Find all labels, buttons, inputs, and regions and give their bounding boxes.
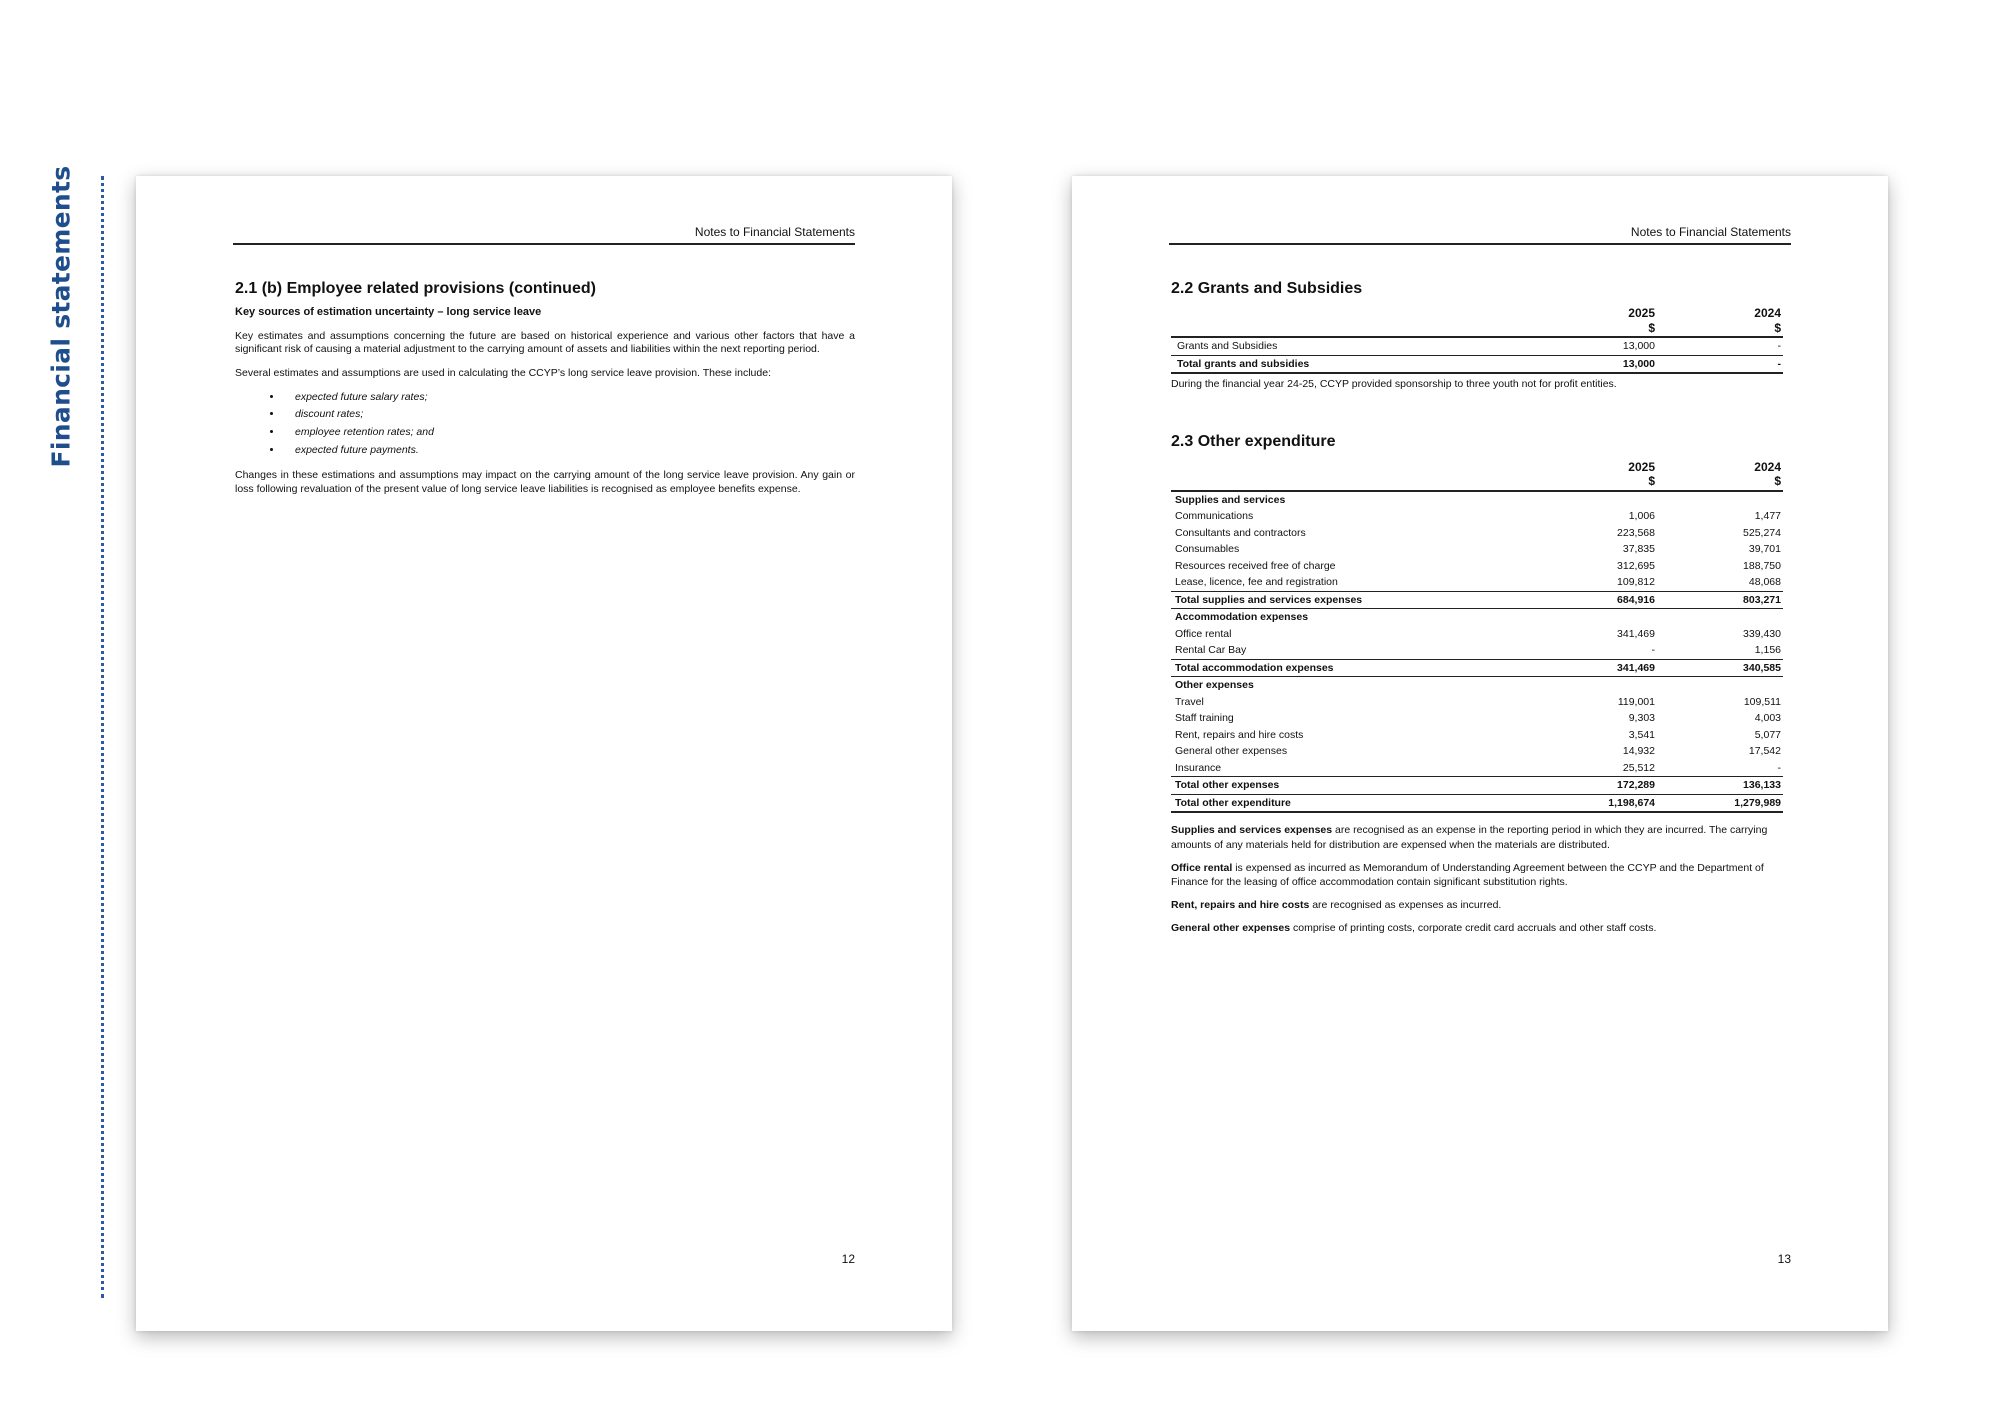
row-label: General other expenses [1175,745,1288,758]
policy-note [1171,823,1791,851]
group-heading-row [1171,491,1783,509]
total-label: Total other expenses [1171,777,1531,795]
row-label: Consultants and contractors [1175,526,1306,539]
page-number: 12 [841,1252,855,1266]
row-value-2024: 5,077 [1754,728,1781,741]
row-value-2024: 48,068 [1657,574,1783,591]
policy-term: Supplies and services expenses [1171,824,1333,837]
row-value-2024: 339,430 [1743,627,1781,640]
list-item: • discount rates; [283,408,855,422]
policy-term: Rent, repairs and hire costs [1171,899,1310,912]
total-2025: 341,469 [1531,659,1657,677]
page-12-content [233,225,855,506]
table-row [1171,508,1783,525]
total-2025: 172,289 [1531,777,1657,795]
section-title-other: 2.3 Other expenditure [1171,433,1336,451]
table-row [1171,626,1783,643]
table-row [1171,710,1783,727]
total-2024: 136,133 [1657,777,1783,795]
table-total-row [1171,355,1783,373]
table-total-row [1171,591,1783,609]
row-value-2025: 109,812 [1531,574,1657,591]
page-number: 13 [1777,1252,1791,1266]
total-2025: 684,916 [1531,591,1657,609]
row-value-2024: 17,542 [1748,745,1781,758]
policy-term: Office rental [1171,861,1233,874]
total-2024: - [1657,355,1783,373]
row-label: Consumables [1175,543,1240,556]
other-expenditure-table [1171,459,1783,814]
policy-note [1171,861,1791,889]
policy-text: are recognised as an expense in the reporting period in which they are incurred. The carrying amounts of any materials held for distribution are expensed when the materials are distributed. [1171,824,1768,851]
currency-2025: $ [1531,474,1657,491]
accommodation-rows [1171,626,1783,660]
sidebar-dotted-rule [101,176,104,1298]
list-item: • expected future payments. [283,444,855,458]
policy-term: General other expenses [1171,922,1291,935]
running-header: Notes to Financial Statements [233,225,855,245]
list-item: • expected future salary rates; [283,391,855,405]
section-title: 2.1 (b) Employee related provisions (continued) [235,279,596,297]
row-label: Rental Car Bay [1171,642,1531,659]
row-value-2025: 13,000 [1531,337,1657,355]
policy-notes [1169,823,1791,935]
total-label: Total accommodation expenses [1171,659,1531,677]
row-value-2025: 14,932 [1622,745,1655,758]
policy-note [1171,898,1791,912]
paragraph: Key estimates and assumptions concerning the future are based on historical experience and various other factors that have a significant risk of causing a material adjustment to the carrying amount of assets and liabilities within the next reporting period. [235,329,855,356]
section-title-grants: 2.2 Grants and Subsidies [1171,279,1363,297]
other-rows [1171,694,1783,777]
grand-total-2025: 1,198,674 [1531,794,1657,812]
policy-text: are recognised as expenses as incurred. [1309,899,1502,912]
row-value-2025: 119,001 [1617,695,1655,708]
row-value-2024: 109,511 [1743,695,1781,708]
table-row [1171,337,1783,355]
currency-2024: $ [1657,474,1783,491]
total-label: Total grants and subsidies [1171,355,1531,373]
table-currency-row [1171,321,1783,338]
total-2024: 803,271 [1657,591,1783,609]
table-row [1171,727,1783,744]
row-value-2024: 1,477 [1754,510,1781,523]
page-13-content [1169,225,1791,944]
table-row [1171,574,1783,591]
row-label: Grants and Subsidies [1171,337,1531,355]
grand-total-2024: 1,279,989 [1657,794,1783,812]
row-value-2025: 25,512 [1531,760,1657,777]
total-2024: 340,585 [1657,659,1783,677]
row-value-2025: 3,541 [1628,728,1655,741]
sidebar-title-text: Financial statements [46,165,76,467]
policy-text: is expensed as incurred as Memorandum of Understanding Agreement between the CCYP and the Department of Finance for the leasing of office accommodation contain significant substitution rights. [1171,861,1764,888]
col-2024: 2024 [1754,459,1781,474]
row-value-2024: 39,701 [1748,543,1781,556]
col-2025: 2025 [1628,459,1655,474]
paragraph: Several estimates and assumptions are used in calculating the CCYP’s long service leave provision. These include: [235,366,771,379]
table-row [1171,558,1783,575]
running-header: Notes to Financial Statements [1169,225,1791,245]
supplies-rows [1171,508,1783,591]
group-heading-row [1171,609,1783,626]
table-row [1171,760,1783,777]
table-row [1171,694,1783,711]
row-value-2025: 223,568 [1617,526,1655,539]
table-row [1171,541,1783,558]
group-heading: Other expenses [1175,679,1254,692]
sidebar-title [26,165,96,467]
col-2024: 2024 [1754,306,1781,321]
row-label: Travel [1175,695,1204,708]
row-label: Lease, licence, fee and registration [1171,574,1531,591]
grants-table [1171,305,1783,374]
row-value-2024: - [1657,760,1783,777]
group-heading-row [1171,677,1783,694]
table-row [1171,525,1783,542]
policy-note [1171,921,1791,935]
row-value-2024: 1,156 [1657,642,1783,659]
table-header-row [1171,459,1783,475]
row-value-2025: 341,469 [1617,627,1655,640]
row-value-2025: 9,303 [1628,712,1655,725]
col-2025: 2025 [1628,306,1655,321]
group-heading: Accommodation expenses [1175,611,1309,624]
page-12 [136,176,952,1331]
currency-2024: $ [1657,321,1783,338]
table-total-row [1171,777,1783,795]
total-label: Total supplies and services expenses [1171,591,1531,609]
row-label: Resources received free of charge [1175,559,1336,572]
row-label: Staff training [1175,712,1234,725]
row-label: Office rental [1175,627,1232,640]
group-heading: Supplies and services [1175,493,1286,506]
bullet-list [263,391,855,458]
grand-total-row [1171,794,1783,812]
table-row [1171,743,1783,760]
table-total-row [1171,659,1783,677]
table-currency-row [1171,474,1783,491]
grand-total-label: Total other expenditure [1171,794,1531,812]
row-label: Rent, repairs and hire costs [1175,728,1304,741]
row-value-2024: - [1657,337,1783,355]
total-2025: 13,000 [1531,355,1657,373]
row-value-2025: - [1531,642,1657,659]
row-value-2025: 312,695 [1617,559,1655,572]
row-label: Communications [1175,510,1254,523]
row-value-2024: 525,274 [1743,526,1781,539]
subheading: Key sources of estimation uncertainty – long service leave [235,306,542,319]
row-value-2024: 188,750 [1743,559,1781,572]
row-label: Insurance [1171,760,1531,777]
row-value-2025: 37,835 [1622,543,1655,556]
currency-2025: $ [1531,321,1657,338]
row-value-2024: 4,003 [1754,712,1781,725]
grants-note: During the financial year 24-25, CCYP provided sponsorship to three youth not for profit entities. [1171,378,1617,391]
list-item: • employee retention rates; and [283,426,855,440]
table-header-row [1171,305,1783,321]
page-13 [1072,176,1888,1331]
paragraph: Changes in these estimations and assumptions may impact on the carrying amount of the long service leave provision. Any gain or loss following revaluation of the present value of long service leave liabilities is recognised as employee benefits expense. [235,469,855,495]
table-row [1171,642,1783,659]
row-value-2025: 1,006 [1628,510,1655,523]
policy-text: comprise of printing costs, corporate credit card accruals and other staff costs. [1290,922,1657,935]
